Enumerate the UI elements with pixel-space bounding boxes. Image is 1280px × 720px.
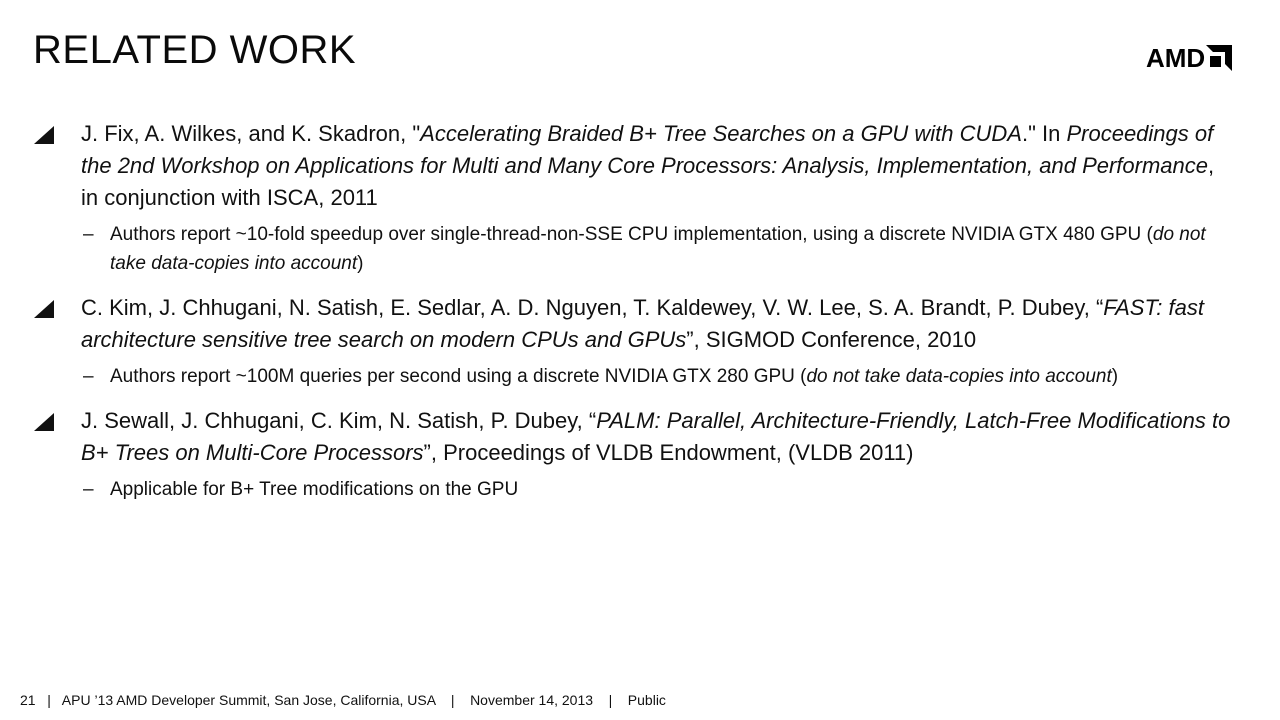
reference-note-tail: ) xyxy=(357,253,364,274)
reference-tail: ”, Proceedings of VLDB Endowment, (VLDB 2011) xyxy=(423,440,914,465)
reference-tail: , in conjunction with ISCA, 2011 xyxy=(81,153,1215,210)
dash-bullet-icon: – xyxy=(83,224,94,245)
reference-venue: Proceedings of the 2nd Workshop on Applications for Multi and Many Core Processors: Analysis, Implementation, and Performance xyxy=(81,121,1214,178)
reference-note-tail: ) xyxy=(1111,366,1119,387)
footer-page-number: 21 xyxy=(20,692,36,708)
reference-note-text: Authors report ~10-fold speedup over single-thread-non-SSE CPU implementation, using a discrete NVIDIA GTX 480 GPU ( xyxy=(110,224,1153,245)
reference-note-text: Authors report ~100M queries per second using a discrete NVIDIA GTX 280 GPU ( xyxy=(110,366,807,387)
dash-bullet-icon: – xyxy=(83,366,94,387)
reference-note xyxy=(81,362,1234,391)
triangle-bullet-icon xyxy=(34,126,54,144)
reference-note-italic: do not take data-copies into account xyxy=(806,366,1112,387)
reference-title: PALM: Parallel, Architecture-Friendly, Latch-Free Modifications to B+ Trees on Multi-Core Processors xyxy=(81,408,1231,465)
reference-authors: J. Sewall, J. Chhugani, C. Kim, N. Satish, P. Dubey, “ xyxy=(81,408,597,433)
footer-separator: | xyxy=(608,692,613,708)
reference-authors: J. Fix, A. Wilkes, and K. Skadron, " xyxy=(81,121,421,146)
slide-footer xyxy=(20,692,666,708)
reference-title: FAST: fast architecture sensitive tree search on modern CPUs and GPUs xyxy=(81,295,1204,352)
reference-tail: ”, SIGMOD Conference, 2010 xyxy=(686,327,977,352)
slide-title: RELATED WORK xyxy=(33,28,357,72)
reference-title: Accelerating Braided B+ Tree Searches on a GPU with CUDA xyxy=(420,121,1022,146)
footer-classification: Public xyxy=(627,692,666,708)
amd-logo-text: AMD xyxy=(1146,43,1206,73)
footer-separator: | xyxy=(47,692,51,708)
reference-note xyxy=(81,475,1234,504)
footer-event: APU ’13 AMD Developer Summit, San Jose, California, USA xyxy=(61,692,436,708)
reference-note xyxy=(81,220,1234,278)
reference-connector: ." In xyxy=(1021,121,1067,146)
amd-arrow-icon xyxy=(1206,45,1232,71)
reference-list xyxy=(34,118,1234,518)
reference-item xyxy=(34,405,1234,504)
reference-item xyxy=(34,118,1234,278)
reference-citation xyxy=(81,118,1234,214)
dash-bullet-icon: – xyxy=(83,479,94,500)
reference-citation xyxy=(81,292,1234,356)
reference-authors: C. Kim, J. Chhugani, N. Satish, E. Sedlar, A. D. Nguyen, T. Kaldewey, V. W. Lee, S. A. Brandt, P. Dubey, “ xyxy=(81,295,1104,320)
amd-logo xyxy=(1146,44,1232,72)
footer-separator: | xyxy=(450,692,455,708)
triangle-bullet-icon xyxy=(34,413,54,431)
reference-note-text: Applicable for B+ Tree modifications on the GPU xyxy=(110,479,519,500)
footer-date: November 14, 2013 xyxy=(470,692,594,708)
reference-item xyxy=(34,292,1234,391)
reference-note-italic: do not take data-copies into account xyxy=(110,224,1206,274)
reference-citation xyxy=(81,405,1234,469)
triangle-bullet-icon xyxy=(34,300,54,318)
